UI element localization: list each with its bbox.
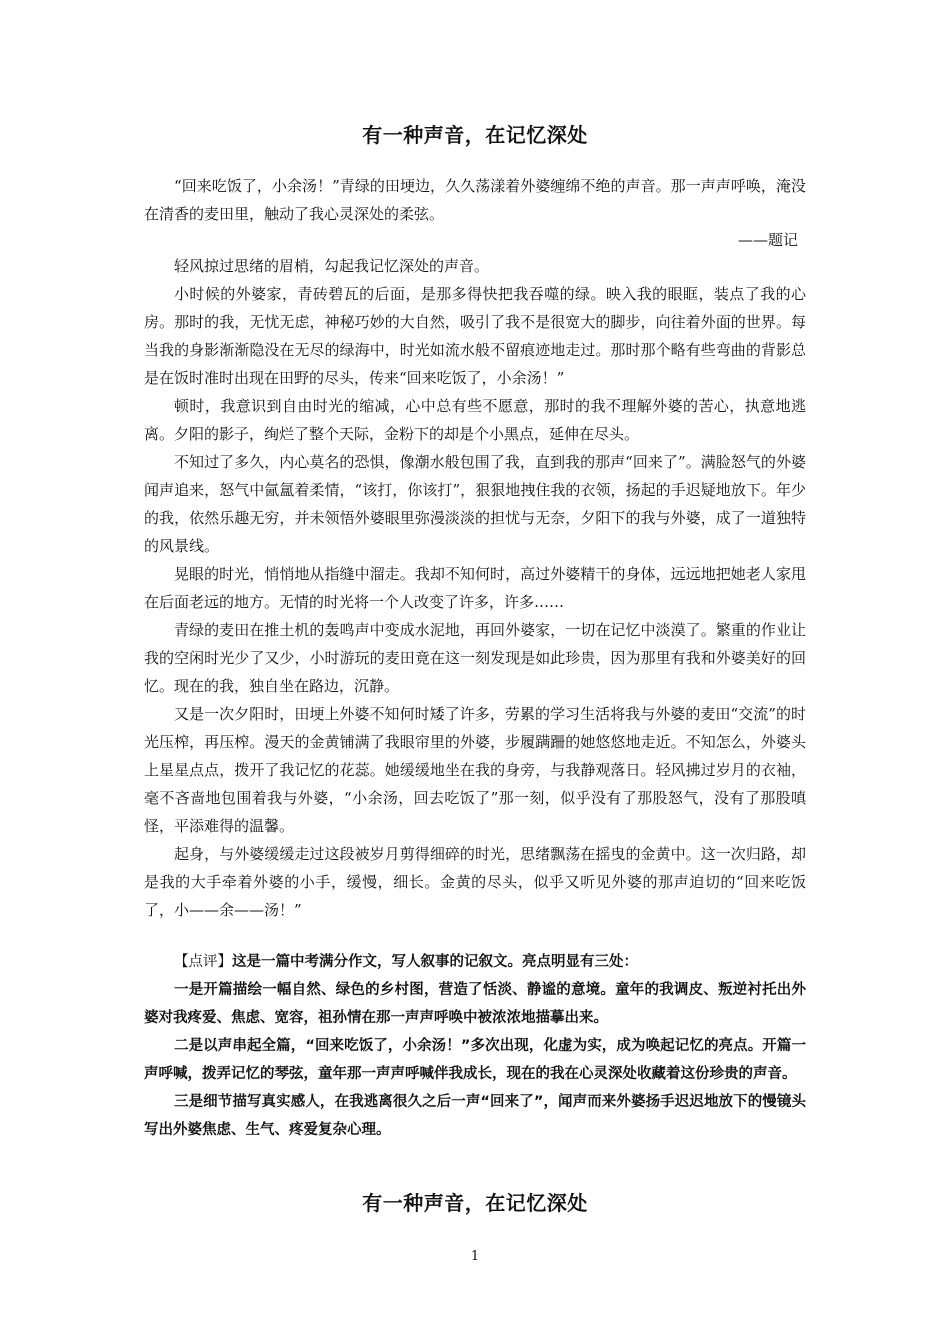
comment-point-3: 三是细节描写真实感人，在我逃离很久之后一声“回来了”，闻声而来外婆扬手迟迟地放下的慢镜头写出外婆焦虑、生气、疼爱复杂心理。 <box>144 1094 806 1138</box>
paragraph-2: 小时候的外婆家，青砖碧瓦的后面，是那多得快把我吞噬的绿。映入我的眼眶，装点了我的心房。那时的我，无忧无虑，神秘巧妙的大自然，吸引了我不是很宽大的脚步，向往着外面的世界。每当我的身影渐渐隐没在无尽的绿海中，时光如流水般不留痕迹地走过。那时那个略有些弯曲的背影总是在饭时准时出现在田野的尽头，传来“回来吃饭了，小余汤！” <box>144 285 806 387</box>
section-gap <box>144 924 806 948</box>
essay-title: 有一种声音，在记忆深处 <box>362 123 588 147</box>
paragraph-1: 轻风掠过思绪的眉梢，勾起我记忆深处的声音。 <box>174 257 490 275</box>
paragraph-5: 晃眼的时光，悄悄地从指缝中溜走。我却不知何时，高过外婆精干的身体，远远地把她老人家甩在后面老远的地方。无情的时光将一个人改变了许多，许多…… <box>144 565 806 611</box>
paragraph-6: 青绿的麦田在推土机的轰鸣声中变成水泥地，再回外婆家，一切在记忆中淡漠了。繁重的作业让我的空闲时光少了又少，小时游玩的麦田竟在这一刻发现是如此珍贵，因为那里有我和外婆美好的回忆。现在的我，独自坐在路边，沉静。 <box>144 621 806 695</box>
comment-heading <box>144 948 806 976</box>
comment-point-2: 二是以声串起全篇，“回来吃饭了，小余汤！”多次出现，化虚为实，成为唤起记忆的亮点。开篇一声呼喊，拨弄记忆的琴弦，童年那一声声呼喊伴我成长，现在的我在心灵深处收藏着这份珍贵的声音。 <box>144 1038 806 1082</box>
comment-label: 【点评】 <box>174 954 232 970</box>
epigraph-signature: ——题记 <box>737 231 798 249</box>
comment-intro: 这是一篇中考满分作文，写人叙事的记叙文。亮点明显有三处： <box>232 954 638 970</box>
document-body <box>144 120 806 1144</box>
page-number: 1 <box>470 1249 480 1264</box>
paragraph-8: 起身，与外婆缓缓走过这段被岁月剪得细碎的时光，思绪飘荡在摇曳的金黄中。这一次归路，却是我的大手牵着外婆的小手，缓慢，细长。金黄的尽头，似乎又听见外婆的那声迫切的“回来吃饭了，小——余——汤！” <box>144 845 806 919</box>
paragraph-7: 又是一次夕阳时，田埂上外婆不知何时矮了许多，劳累的学习生活将我与外婆的麦田“交流”的时光压榨，再压榨。漫天的金黄铺满了我眼帘里的外婆，步履蹒跚的她悠悠地走近。不知怎么，外婆头上星星点点，拨开了我记忆的花蕊。她缓缓地坐在我的身旁，与我静观落日。轻风拂过岁月的衣袖，毫不吝啬地包围着我与外婆，“小余汤，回去吃饭了”那一刻，似乎没有了那股怒气，没有了那股嗔怪，平添难得的温馨。 <box>144 705 806 835</box>
comment-point-1: 一是开篇描绘一幅自然、绿色的乡村图，营造了恬淡、静谧的意境。童年的我调皮、叛逆衬托出外婆对我疼爱、焦虑、宽容，祖孙情在那一声声呼唤中被浓浓地描摹出来。 <box>144 982 806 1026</box>
epigraph: “回来吃饭了，小余汤！”青绿的田埂边，久久荡漾着外婆缠绵不绝的声音。那一声声呼唤，淹没在清香的麦田里，触动了我心灵深处的柔弦。 <box>144 177 806 223</box>
paragraph-4: 不知过了多久，内心莫名的恐惧，像潮水般包围了我，直到我的那声“回来了”。满脸怒气的外婆闻声追来，怒气中氤氲着柔情，“该打，你该打”，狠狠地拽住我的衣领，扬起的手迟疑地放下。年少的我，依然乐趣无穷，并未领悟外婆眼里弥漫淡淡的担忧与无奈，夕阳下的我与外婆，成了一道独特的风景线。 <box>144 453 806 555</box>
next-essay-title: 有一种声音，在记忆深处 <box>362 1191 588 1215</box>
paragraph-3: 顿时，我意识到自由时光的缩减，心中总有些不愿意，那时的我不理解外婆的苦心，执意地逃离。夕阳的影子，绚烂了整个天际，金粉下的却是个小黑点，延伸在尽头。 <box>144 397 806 443</box>
